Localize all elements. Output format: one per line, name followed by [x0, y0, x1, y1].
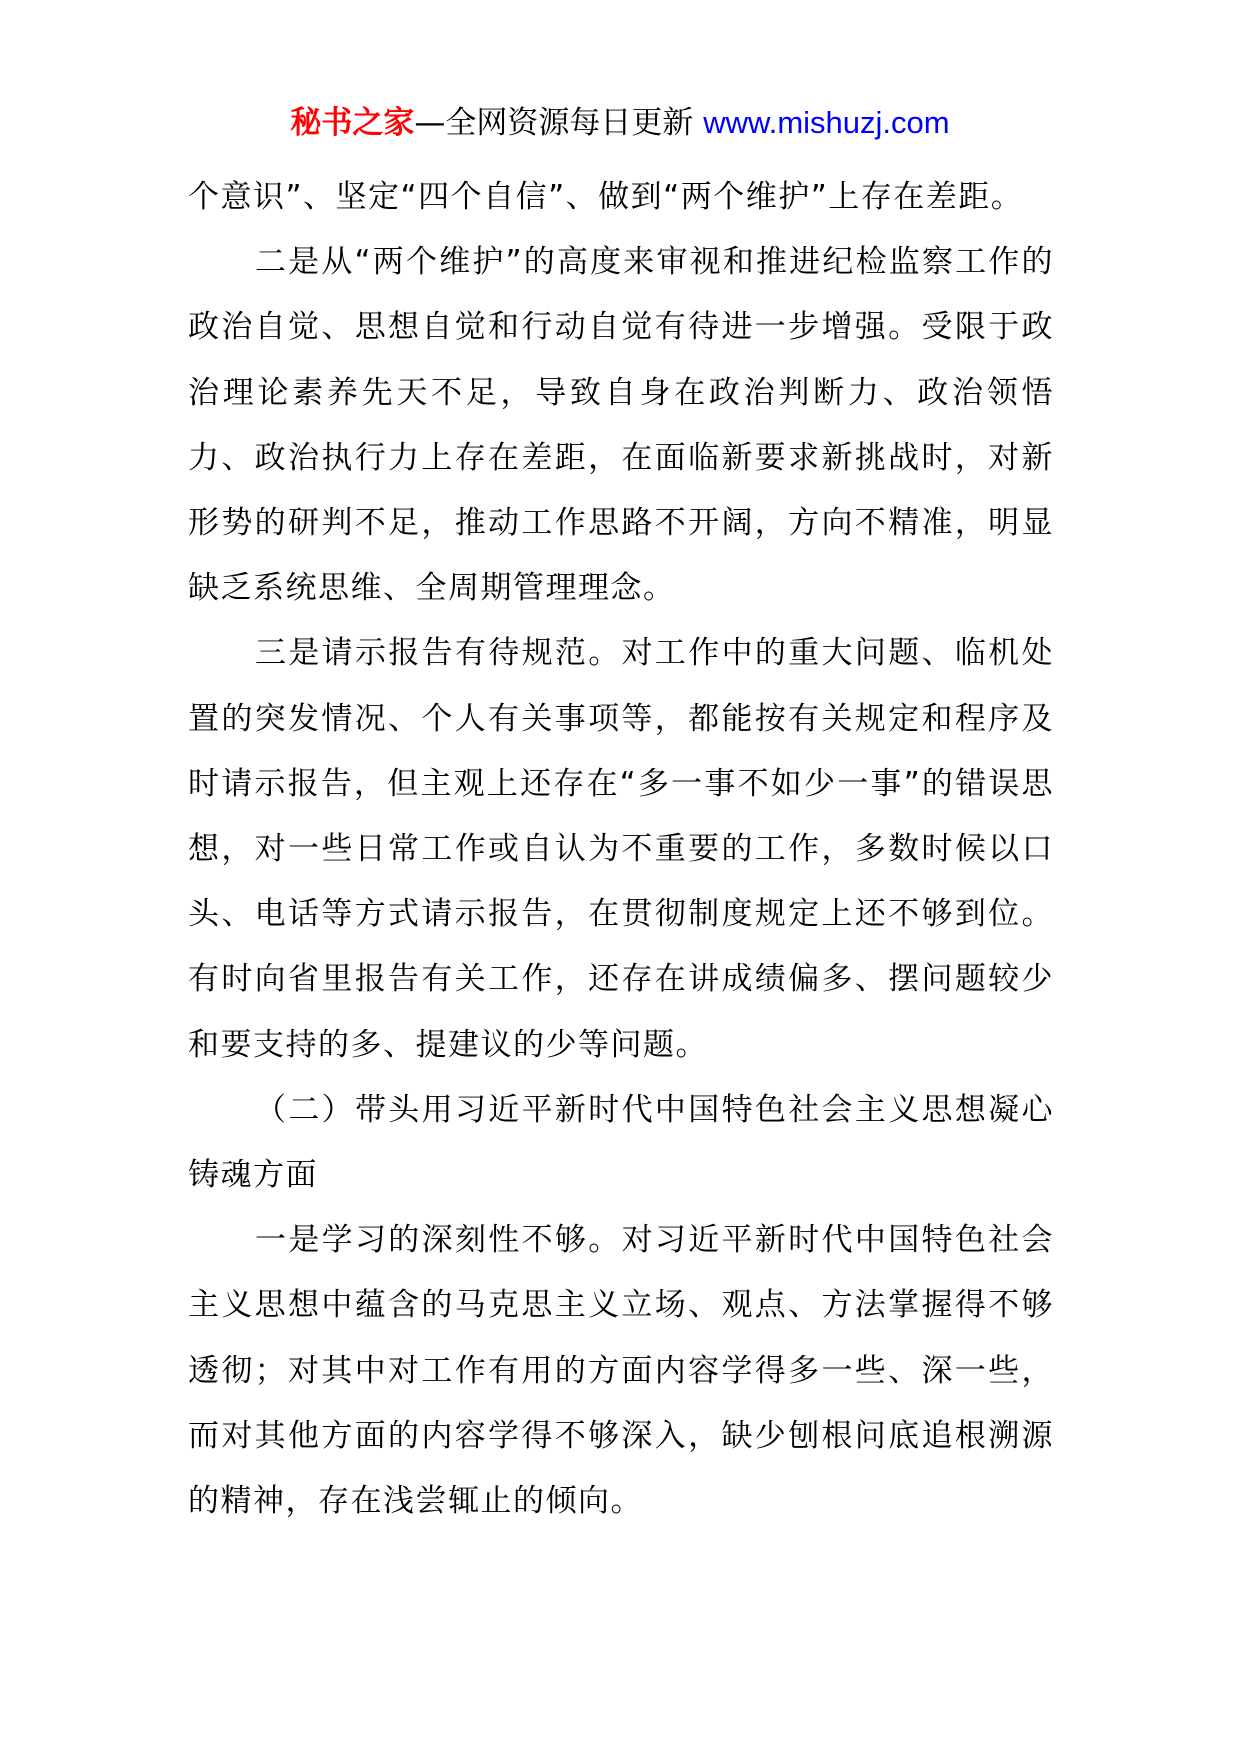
paragraph-point-one: 一是学习的深刻性不够。对习近平新时代中国特色社会主义思想中蕴含的马克思主义立场、观点、方法掌握得不够透彻；对其中对工作有用的方面内容学得多一些、深一些，而对其他方面的内容学得不够深入，缺少刨根问底追根溯源的精神，存在浅尝辄止的倾向。: [188, 1222, 1054, 1520]
paragraph-point-two: 二是从“两个维护”的高度来审视和推进纪检监察工作的政治自觉、思想自觉和行动自觉有待进一步增强。受限于政治理论素养先天不足，导致自身在政治判断力、政治领悟力、政治执行力上存在差距，在面临新要求新挑战时，对新形势的研判不足，推动工作思路不开阔，方向不精准，明显缺乏系统思维、全周期管理理念。: [188, 244, 1054, 607]
document-body: [188, 165, 1054, 1534]
section-heading: （二）带头用习近平新时代中国特色社会主义思想凝心铸魂方面: [188, 1091, 1054, 1194]
header-slogan: —全网资源每日更新: [414, 105, 694, 141]
header-url[interactable]: www.mishuzj.com: [703, 105, 950, 140]
page-header: [0, 100, 1240, 146]
paragraph-continuation: 个意识”、坚定“四个自信”、做到“两个维护”上存在差距。: [188, 179, 1024, 215]
paragraph-point-three: 三是请示报告有待规范。对工作中的重大问题、临机处置的突发情况、个人有关事项等，都能按有关规定和程序及时请示报告，但主观上还存在“多一事不如少一事”的错误思想，对一些日常工作或自认为不重要的工作，多数时候以口头、电话等方式请示报告，在贯彻制度规定上还不够到位。有时向省里报告有关工作，还存在讲成绩偏多、摆问题较少和要支持的多、提建议的少等问题。: [188, 635, 1054, 1063]
brand-name: 秘书之家: [290, 105, 415, 141]
